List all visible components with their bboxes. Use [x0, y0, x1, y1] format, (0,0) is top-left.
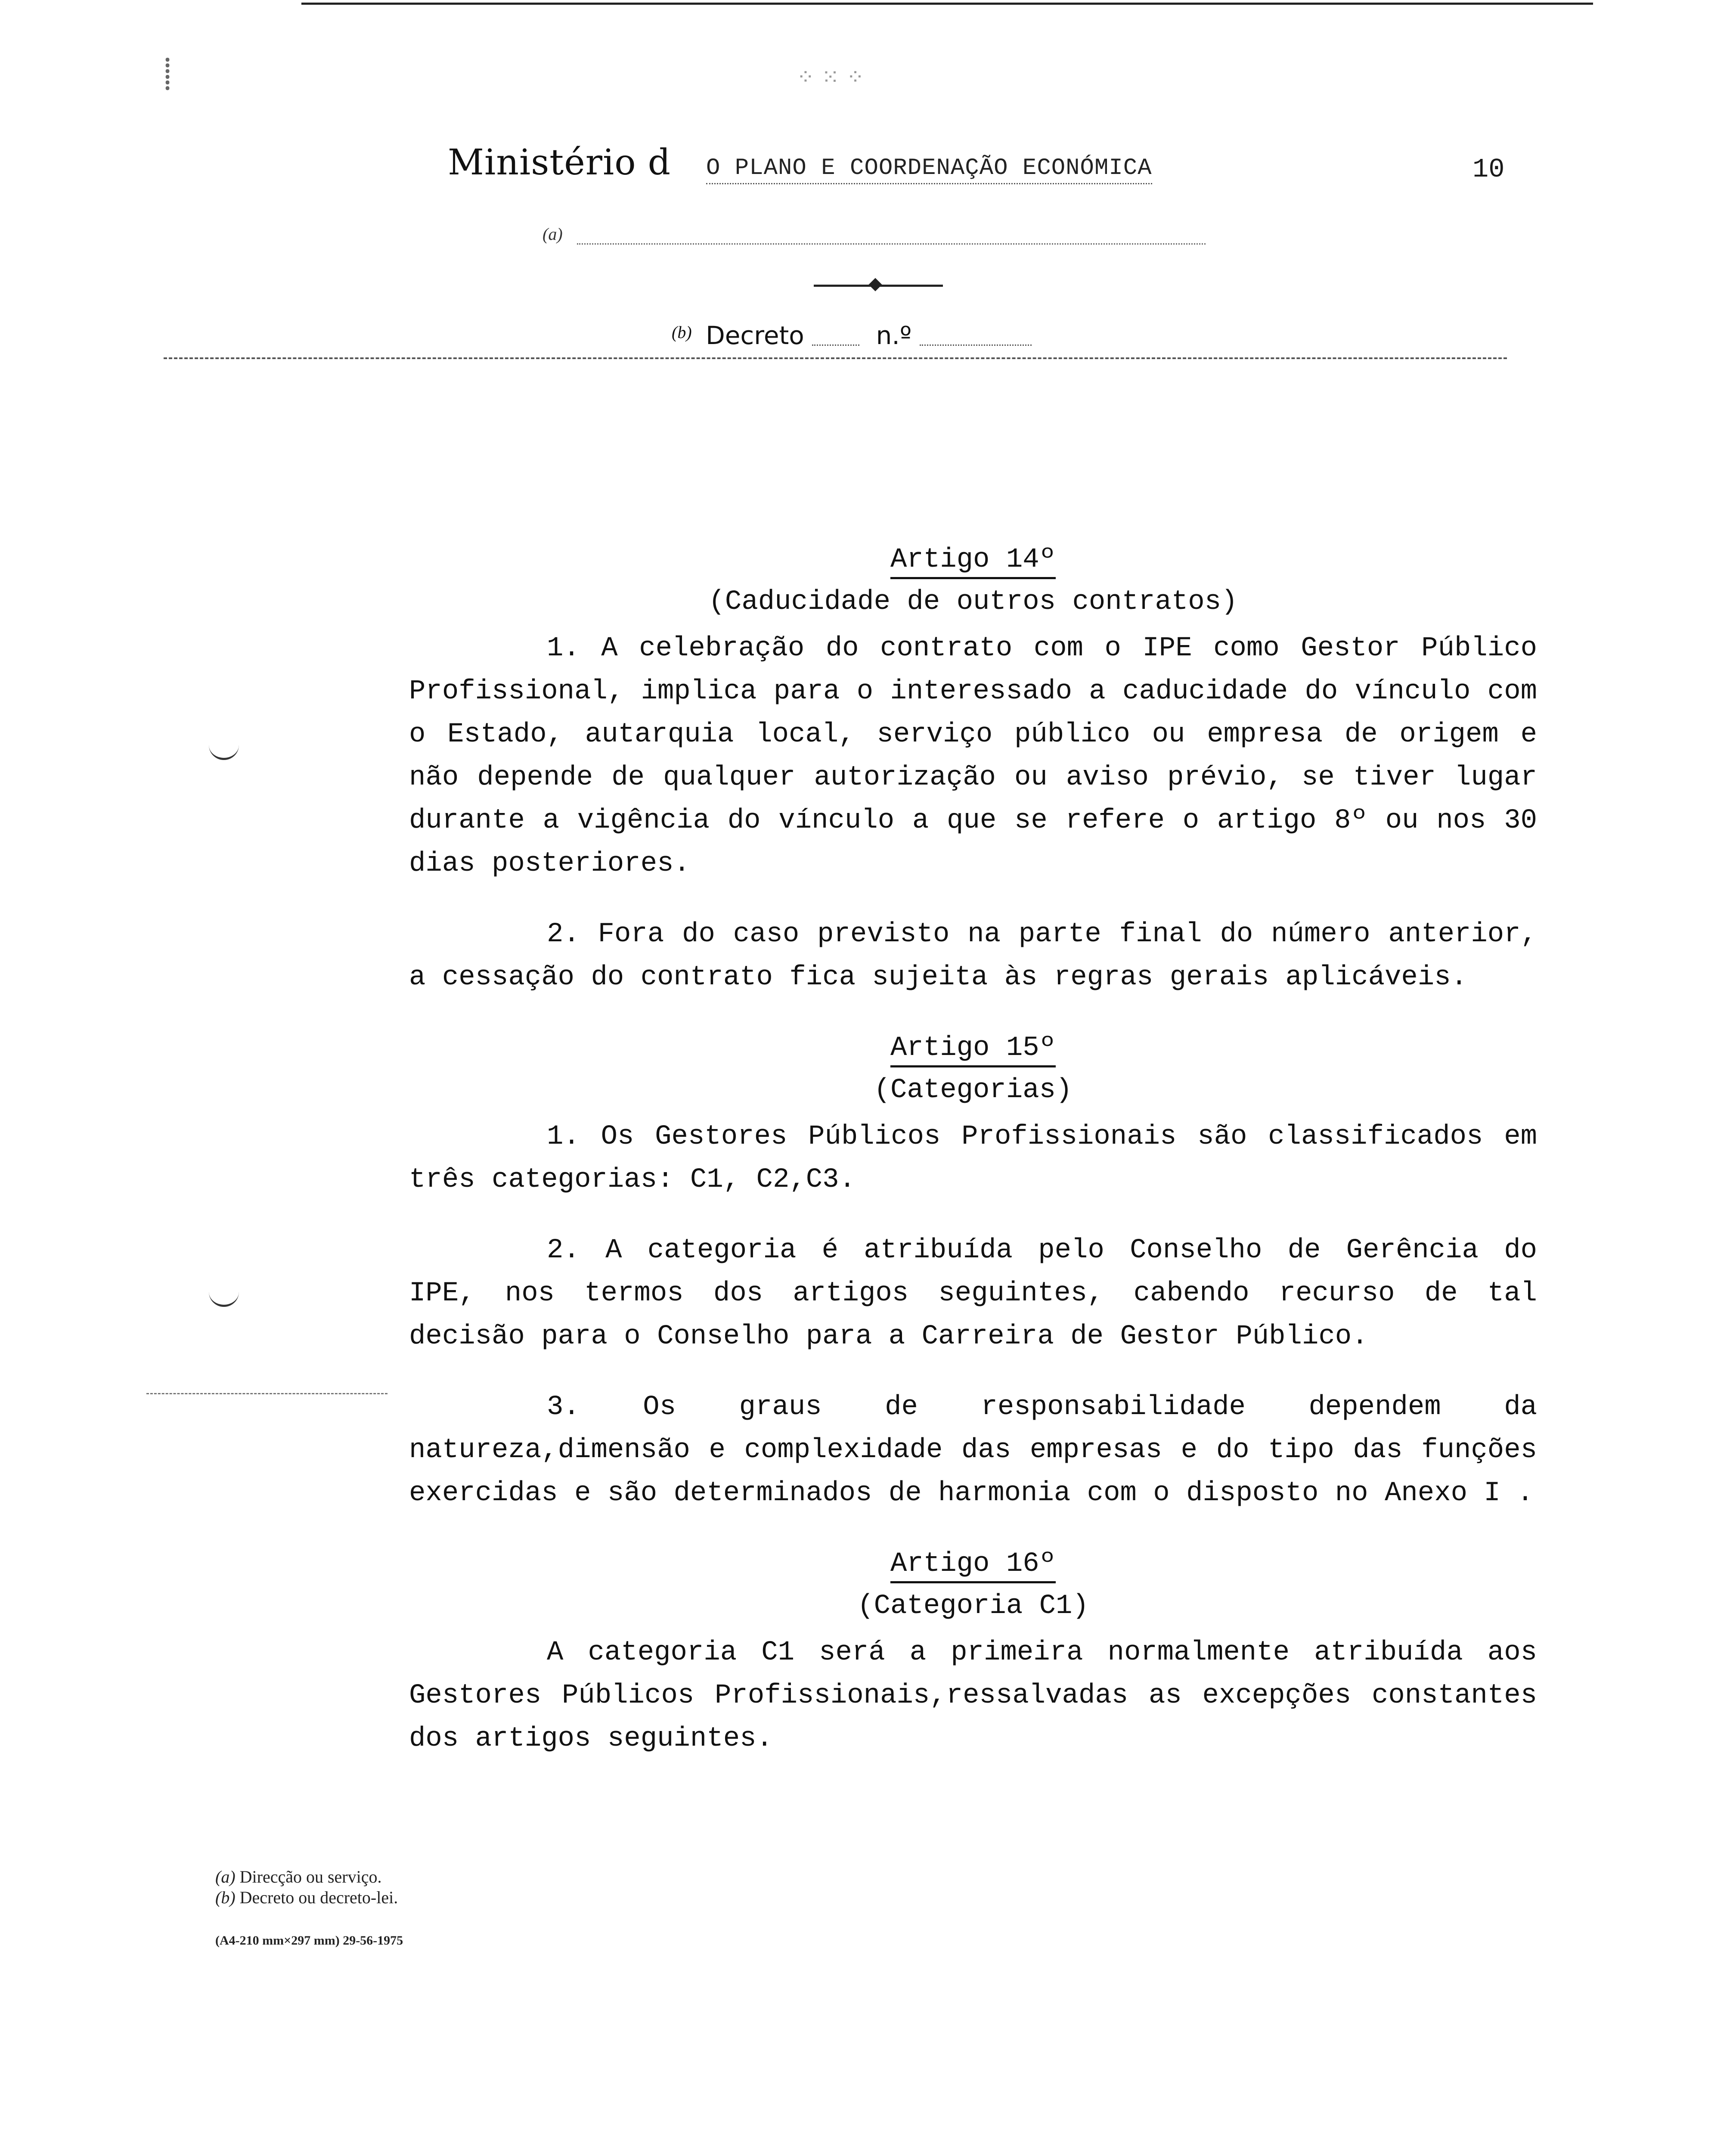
margin-dash-line — [146, 1393, 388, 1394]
margin-bracket-mark — [209, 1287, 239, 1307]
scan-artifact: ⁘ ⁙ ⁘ — [797, 65, 865, 90]
article-title: Artigo 15º — [890, 1031, 1056, 1067]
diamond-icon — [868, 278, 882, 291]
article-title: Artigo 16º — [890, 1547, 1056, 1583]
decree-blank — [812, 344, 859, 346]
article-heading — [409, 1542, 1537, 1585]
article-paragraph: 1. Os Gestores Públicos Profissionais são classificados em três categorias: C1, C2,C3. — [409, 1121, 1537, 1195]
footnotes — [215, 1867, 398, 1908]
article-paragraph: 2. A categoria é atribuída pelo Conselho de Gerência do IPE, nos termos dos artigos seguintes, cabendo recurso de tal decisão para o Conselho para a Carreira de Gestor Público. — [409, 1235, 1537, 1352]
article-paragraph: 1. A celebração do contrato com o IPE como Gestor Público Profissional, implica para o interessado a caducidade do vínculo com o Estado, autarquia local, serviço público ou empresa de origem e não depende de qualquer autorização ou aviso prévio, se tiver lugar durante a vigência do vínculo a que se refere o artigo 8º ou nos 30 dias posteriores. — [409, 633, 1537, 879]
decree-line — [672, 321, 1032, 350]
letterhead — [448, 142, 1696, 198]
ministry-title: Ministério d — [448, 142, 671, 183]
article-heading — [409, 538, 1537, 581]
decree-marker: (b) — [672, 323, 692, 342]
footnote-label: (a) — [215, 1867, 236, 1886]
field-a-blank — [577, 243, 1206, 245]
number-blank — [920, 344, 1032, 346]
margin-bracket-mark — [209, 741, 239, 760]
article-title: Artigo 14º — [890, 543, 1056, 579]
number-label: n.º — [876, 321, 912, 350]
page-number: 10 — [1472, 154, 1505, 185]
document-body — [409, 538, 1537, 1788]
footnote-label: (b) — [215, 1888, 236, 1907]
decree-label: Decreto — [706, 321, 804, 350]
footnote — [215, 1867, 398, 1887]
ornament-divider — [814, 279, 943, 292]
top-edge-line — [301, 3, 1593, 5]
footnote-text: Decreto ou decreto-lei. — [239, 1888, 398, 1907]
scan-artifact: ⸽ — [164, 56, 171, 91]
ministry-name: O PLANO E COORDENAÇÃO ECONÓMICA — [706, 155, 1152, 184]
footnote-text: Direcção ou serviço. — [239, 1867, 382, 1886]
article-subtitle: (Categorias) — [874, 1075, 1073, 1106]
print-reference: (A4-210 mm×297 mm) 29-56-1975 — [215, 1933, 403, 1948]
article-subtitle: (Categoria C1) — [857, 1591, 1089, 1622]
article-paragraph: 2. Fora do caso previsto na parte final do número anterior, a cessação do contrato fica sujeita às regras gerais aplicáveis. — [409, 919, 1537, 993]
article-heading — [409, 1027, 1537, 1070]
header-rule — [164, 357, 1507, 359]
article-paragraph: A categoria C1 será a primeira normalmente atribuída aos Gestores Públicos Profissionais,ressalvadas as excepções constantes dos artigos seguintes. — [409, 1637, 1537, 1754]
footnote — [215, 1887, 398, 1908]
field-a-label: (a) — [542, 224, 563, 244]
article-paragraph: 3. Os graus de responsabilidade dependem da natureza,dimensão e complexidade das empresas e do tipo das funções exercidas e são determinados de harmonia com o disposto no Anexo I . — [409, 1392, 1537, 1509]
article-subtitle: (Caducidade de outros contratos) — [708, 586, 1238, 617]
